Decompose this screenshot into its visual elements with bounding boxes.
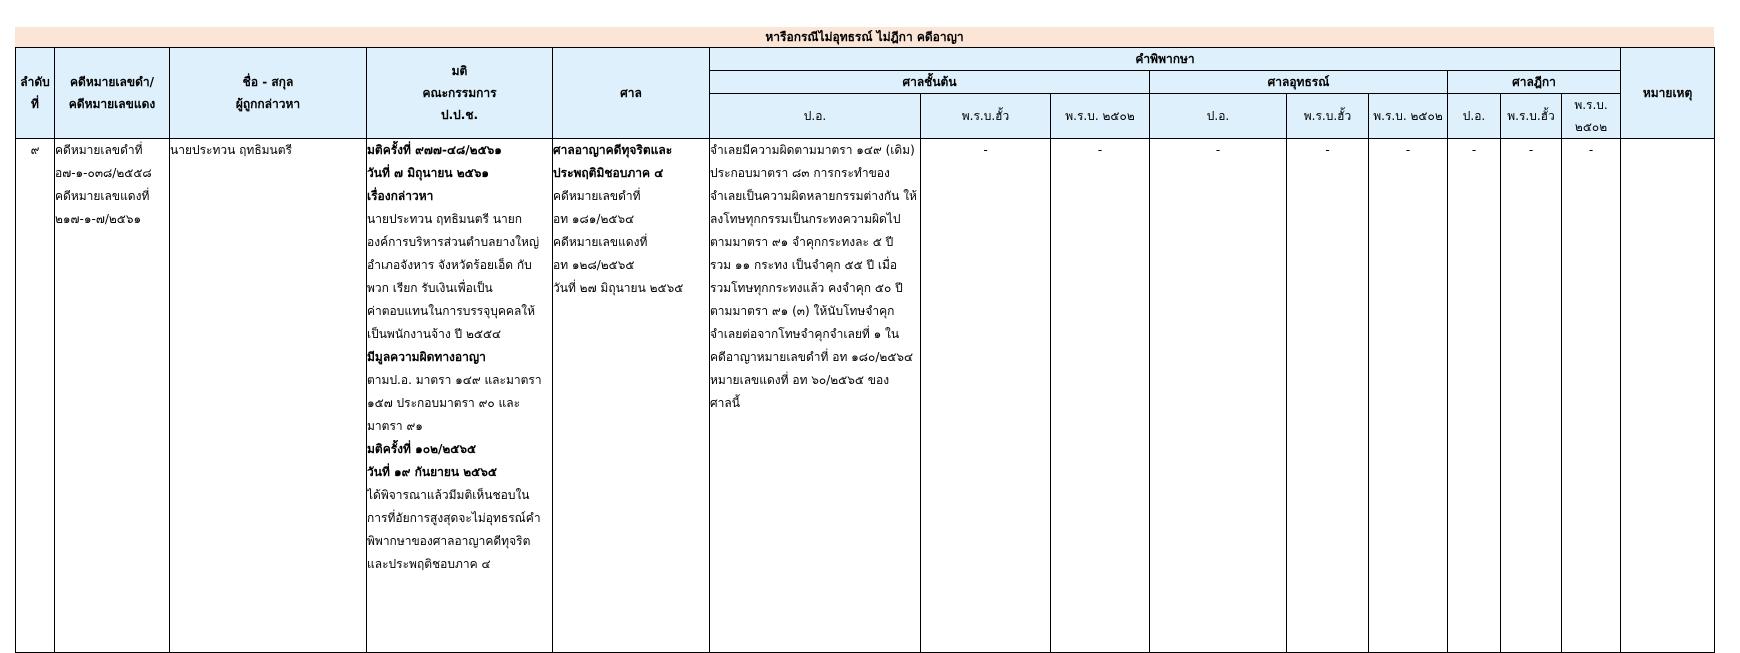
resolution-line: พิพากษาของศาลอาญาคดีทุจริต bbox=[367, 534, 531, 548]
resolution-line: มติครั้งที่ ๑๐๒/๒๕๖๕ bbox=[367, 442, 477, 456]
table-row bbox=[16, 139, 1715, 653]
judgment-line: ประกอบมาตรา ๘๓ การกระทำของ bbox=[710, 166, 890, 180]
court-line: อท ๑๘๑/๒๕๖๔ bbox=[553, 212, 635, 226]
judgment-line: จำเลยเป็นความผิดหลายกรรมต่างกัน ให้ bbox=[710, 189, 917, 203]
judgment-line: ลงโทษทุกกรรมเป็นกระทงความผิดไป bbox=[710, 212, 901, 226]
court-line: ประพฤติมิชอบภาค ๔ bbox=[553, 166, 664, 180]
cell-first-prb: - bbox=[921, 139, 1051, 653]
case-table bbox=[15, 47, 1715, 653]
resolution-line: มีมูลความผิดทางอาญา bbox=[367, 350, 486, 364]
header-first-po: ป.อ. bbox=[710, 94, 921, 139]
header-appeal-court: ศาลอุทธรณ์ bbox=[1150, 71, 1448, 94]
header-judgment: คำพิพากษา bbox=[710, 48, 1621, 71]
resolution-line: องค์การบริหารส่วนตำบลยางใหญ่ bbox=[367, 235, 540, 249]
cell-first-po bbox=[710, 139, 921, 653]
header-supreme-court: ศาลฎีกา bbox=[1448, 71, 1621, 94]
court-line: คดีหมายเลขดำที่ bbox=[553, 189, 641, 203]
judgment-line: ตามมาตรา ๙๑ (๓) ให้นับโทษจำคุก bbox=[710, 304, 895, 318]
judgment-line: ตามมาตรา ๙๑ จำคุกกระทงละ ๕ ปี bbox=[710, 235, 894, 249]
table-title-banner: หารือกรณีไม่อุทธรณ์ ไม่ฎีกา คดีอาญา bbox=[15, 27, 1714, 47]
header-accused-name: ชื่อ - สกุล ผู้ถูกกล่าวหา bbox=[170, 48, 367, 139]
court-line: วันที่ ๒๗ มิถุนายน ๒๕๖๕ bbox=[553, 281, 684, 295]
header-supreme-prb2502: พ.ร.บ. ๒๕๐๒ bbox=[1562, 94, 1621, 139]
resolution-line: วันที่ ๑๙ กันยายน ๒๕๖๕ bbox=[367, 465, 497, 479]
header-appeal-prb: พ.ร.บ.ฮั้ว bbox=[1287, 94, 1369, 139]
header-supreme-prb: พ.ร.บ.ฮั้ว bbox=[1501, 94, 1562, 139]
cell-appeal-prb: - bbox=[1287, 139, 1369, 653]
cell-accused-name: นายประทวน ฤทธิมนตรี bbox=[170, 139, 367, 653]
header-first-prb2502: พ.ร.บ. ๒๕๐๒ bbox=[1051, 94, 1150, 139]
cell-resolution bbox=[367, 139, 553, 653]
court-line: อท ๑๒๘/๒๕๖๕ bbox=[553, 258, 635, 272]
cell-appeal-po: - bbox=[1150, 139, 1287, 653]
judgment-line: ศาลนี้ bbox=[710, 396, 740, 410]
header-order: ลำดับ ที่ bbox=[16, 48, 55, 139]
header-case-number: คดีหมายเลขดำ/ คดีหมายเลขแดง bbox=[55, 48, 170, 139]
cell-supreme-po: - bbox=[1448, 139, 1501, 653]
resolution-line: ค่าตอบแทนในการบรรจุบุคคลให้ bbox=[367, 304, 536, 318]
judgment-line: รวม ๑๑ กระทง เป็นจำคุก ๕๕ ปี เมื่อ bbox=[710, 258, 898, 272]
resolution-line: อำเภอจังหาร จังหวัดร้อยเอ็ด กับ bbox=[367, 258, 532, 272]
judgment-line: คดีอาญาหมายเลขดำที่ อท ๑๘๐/๒๕๖๔ bbox=[710, 350, 914, 364]
resolution-line: ๑๕๗ ประกอบมาตรา ๙๐ และ bbox=[367, 396, 521, 410]
resolution-line: วันที่ ๗ มิถุนายน ๒๕๖๑ bbox=[367, 166, 489, 180]
resolution-line: พวก เรียก รับเงินเพื่อเป็น bbox=[367, 281, 493, 295]
header-supreme-po: ป.อ. bbox=[1448, 94, 1501, 139]
cell-first-prb2502: - bbox=[1051, 139, 1150, 653]
header-appeal-prb2502: พ.ร.บ. ๒๕๐๒ bbox=[1369, 94, 1448, 139]
judgment-line: หมายเลขแดงที่ อท ๖๐/๒๕๖๕ ของ bbox=[710, 373, 890, 387]
header-resolution: มติ คณะกรรมการ ป.ป.ช. bbox=[367, 48, 553, 139]
resolution-line: เรื่องกล่าวหา bbox=[367, 189, 434, 203]
header-court: ศาล bbox=[553, 48, 710, 139]
cell-remarks bbox=[1621, 139, 1715, 653]
header-appeal-po: ป.อ. bbox=[1150, 94, 1287, 139]
resolution-line: ได้พิจารณาแล้วมีมติเห็นชอบใน bbox=[367, 488, 530, 502]
cell-case-number: คดีหมายเลขดำที่ อ๗-๑-๐๓๘/๒๕๕๘ คดีหมายเลขแดงที่ ๒๑๗-๑-๗/๒๕๖๑ bbox=[55, 139, 170, 653]
header-first-court: ศาลชั้นต้น bbox=[710, 71, 1150, 94]
cell-court bbox=[553, 139, 710, 653]
resolution-line: และประพฤติชอบภาค ๔ bbox=[367, 557, 491, 571]
cell-supreme-prb: - bbox=[1501, 139, 1562, 653]
resolution-line: การที่อัยการสูงสุดจะไม่อุทธรณ์คำ bbox=[367, 511, 541, 525]
resolution-line: เป็นพนักงานจ้าง ปี ๒๕๕๔ bbox=[367, 327, 502, 341]
resolution-line: มาตรา ๙๑ bbox=[367, 419, 423, 433]
resolution-line: ตามป.อ. มาตรา ๑๔๙ และมาตรา bbox=[367, 373, 542, 387]
cell-supreme-prb2502: - bbox=[1562, 139, 1621, 653]
header-first-prb: พ.ร.บ.ฮั้ว bbox=[921, 94, 1051, 139]
judgment-line: จำเลยมีความผิดตามมาตรา ๑๔๙ (เดิม) bbox=[710, 143, 915, 157]
cell-order: ๙ bbox=[16, 139, 55, 653]
court-line: คดีหมายเลขแดงที่ bbox=[553, 235, 648, 249]
judgment-line: จำเลยต่อจากโทษจำคุกจำเลยที่ ๑ ใน bbox=[710, 327, 900, 341]
judgment-line: รวมโทษทุกกระทงแล้ว คงจำคุก ๕๐ ปี bbox=[710, 281, 903, 295]
header-remarks: หมายเหตุ bbox=[1621, 48, 1715, 139]
resolution-line: นายประทวน ฤทธิมนตรี นายก bbox=[367, 212, 523, 226]
cell-appeal-prb2502: - bbox=[1369, 139, 1448, 653]
court-line: ศาลอาญาคดีทุจริตและ bbox=[553, 143, 673, 157]
resolution-line: มติครั้งที่ ๙๗๗-๔๘/๒๕๖๑ bbox=[367, 143, 502, 157]
